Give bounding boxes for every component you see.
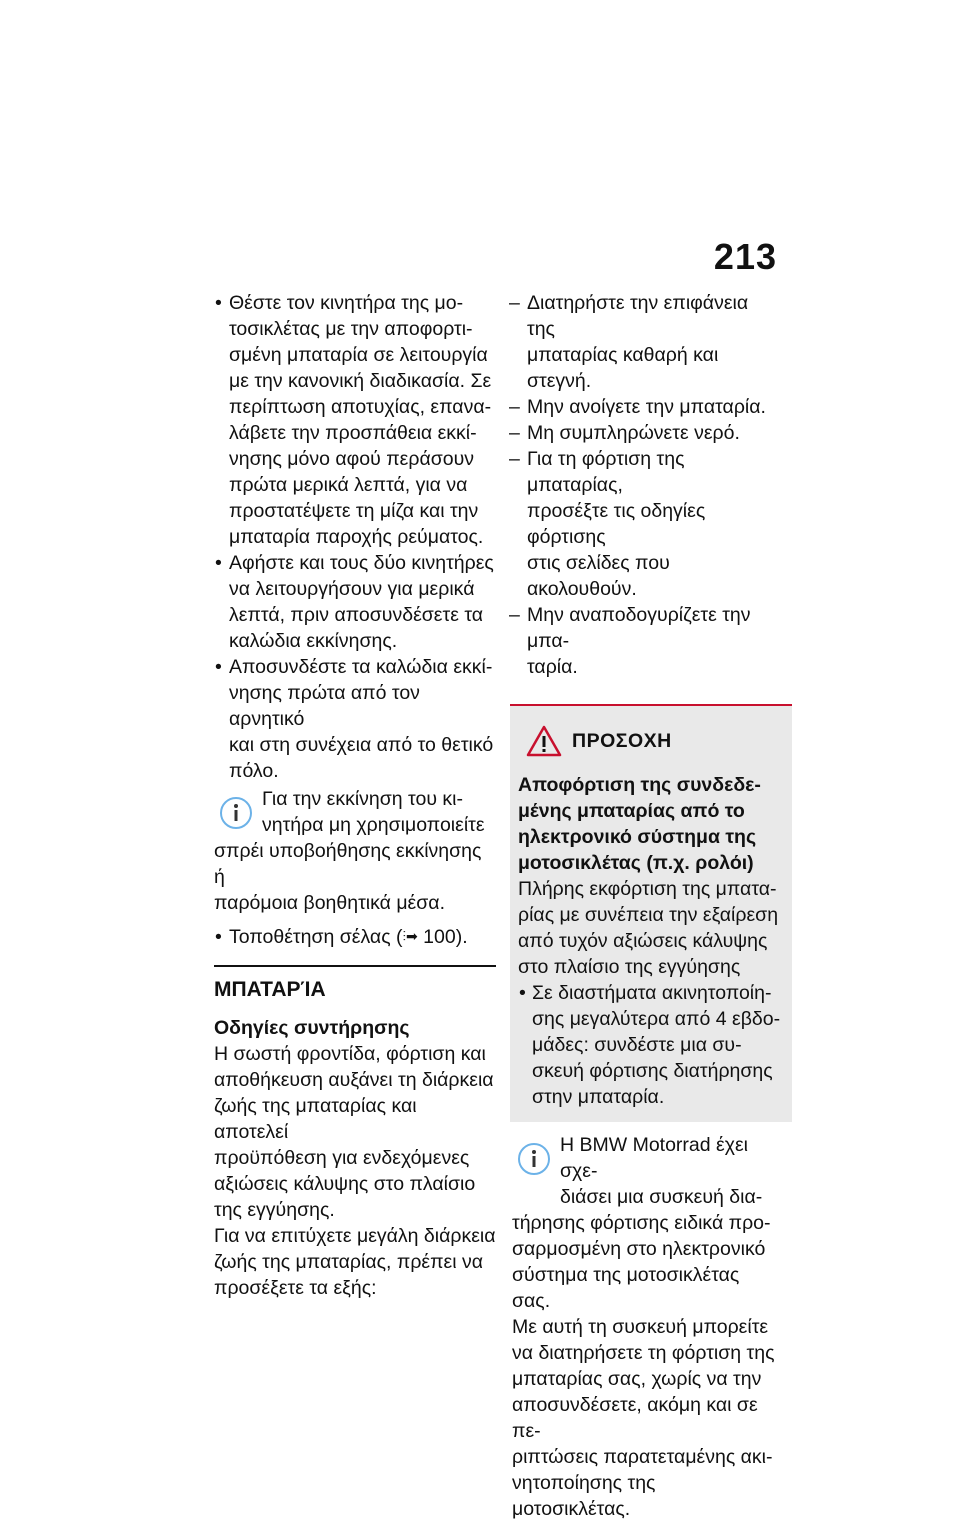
paragraph: Η σωστή φροντίδα, φόρτιση και αποθήκευση αυξάνει τη διάρκεια ζωής της μπαταρίας και αποτελεί προϋπόθεση για ενδεχόμενες αξιώσεις κάλυψης στο πλαίσιο της εγγύησης. <box>214 1043 494 1221</box>
list-item: – Μην αναποδογυρίζετε την μπα- ταρία. <box>509 604 751 678</box>
list-item: • Θέστε τον κινητήρα της μο- τοσικλέτας με την αποφορτι- σμένη μπαταρία σε λειτουργία με την κανονική διαδικασία. Σε περίπτωση αποτυχίας, επανα- λάβετε την προσπάθεια εκκί- νησης μόνο αφού περάσουν πρώτα μερικά λεπτά, για να προστατέψετε τη μίζα και την μπαταρία παροχής ρεύματος. <box>215 292 492 548</box>
warning-triangle-icon <box>526 724 562 758</box>
bullet-icon: • <box>215 552 222 574</box>
section-title: ΜΠΑΤΑΡΊΑ <box>214 978 326 1001</box>
right-column <box>509 290 781 1522</box>
warning-header <box>526 718 784 764</box>
list-item: • Σε διαστήματα ακινητοποίη- σης μεγαλύτερα από 4 εβδο- μάδες: συνδέστε μια συ- σκευή φόρτισης διατήρησης στην μπαταρία. <box>519 982 781 1108</box>
dash-marker: – <box>509 448 520 470</box>
list-item: – Για τη φόρτιση της μπαταρίας, προσέξτε τις οδηγίες φόρτισης στις σελίδες που ακολουθούν. <box>509 448 706 600</box>
dash-marker: – <box>509 396 520 418</box>
list-item: • Αφήστε και τους δύο κινητήρες να λειτουργήσουν για μερικά λεπτά, πριν αποσυνδέσετε τα καλώδια εκκίνησης. <box>215 552 494 652</box>
info-icon <box>517 1142 551 1176</box>
subsection-title: Οδηγίες συντήρησης <box>214 1017 410 1039</box>
list-item: – Μην ανοίγετε την μπαταρία. <box>509 396 766 418</box>
list-item: • Τοποθέτηση σέλας (⫶➡ 100). <box>215 926 468 948</box>
list-item: • Αποσυνδέστε τα καλώδια εκκί- νησης πρώτα από τον αρνητικό και στη συνέχεια από το θετικό πόλο. <box>215 656 494 782</box>
dash-marker: – <box>509 422 520 444</box>
dash-marker: – <box>509 604 520 626</box>
page-reference[interactable]: 100 <box>423 926 456 948</box>
section-divider <box>214 965 496 967</box>
warning-body: Πλήρης εκφόρτιση της μπατα- ρίας με συνέπεια την εξαίρεση από τυχόν αξιώσεις κάλυψης στο πλαίσιο της εγγύησης <box>518 878 779 978</box>
dash-marker: – <box>509 292 520 314</box>
bullet-icon: • <box>215 656 222 678</box>
bullet-icon: • <box>519 982 526 1004</box>
page-reference-arrow-icon: ⫶➡ <box>402 928 418 944</box>
warning-heading: Αποφόρτιση της συνδεδε- μένης μπαταρίας από το ηλεκτρονικό σύστημα της μοτοσικλέτας (π.χ. ρολόι) <box>518 774 761 874</box>
info-icon <box>219 796 253 830</box>
page-number: 213 <box>713 236 777 277</box>
bullet-icon: • <box>215 292 222 314</box>
info-note: Η BMW Motorrad έχει σχε- διάσει μια συσκευή δια- τήρησης φόρτισης ειδικά προ- σαρμοσμένη στο ηλεκτρονικό σύστημα της μοτοσικλέτας σας. Με αυτή τη συσκευή μπορείτε να διατηρήσετε τη φόρτιση της μπαταρίας σας, χωρίς να την αποσυνδέσετε, ακόμη και σε πε- ριπτώσεις παρατεταμένης ακι- νητοποίησης της μοτοσικλέτας. <box>512 1134 775 1520</box>
left-column <box>214 290 496 1301</box>
warning-box <box>510 704 792 1122</box>
warning-title: ΠΡΟΣΟΧΗ <box>572 730 672 752</box>
info-note: Για την εκκίνηση του κι- νητήρα μη χρησιμοποιείτε σπρέι υποβοήθησης εκκίνησης ή παρόμοια βοηθητικά μέσα. <box>214 788 485 914</box>
bullet-icon: • <box>215 926 222 948</box>
list-item: – Μη συμπληρώνετε νερό. <box>509 422 740 444</box>
paragraph: Για να επιτύχετε μεγάλη διάρκεια ζωής της μπαταρίας, πρέπει να προσέξετε τα εξής: <box>214 1225 496 1299</box>
list-item: – Διατηρήστε την επιφάνεια της μπαταρίας καθαρή και στεγνή. <box>509 292 749 392</box>
